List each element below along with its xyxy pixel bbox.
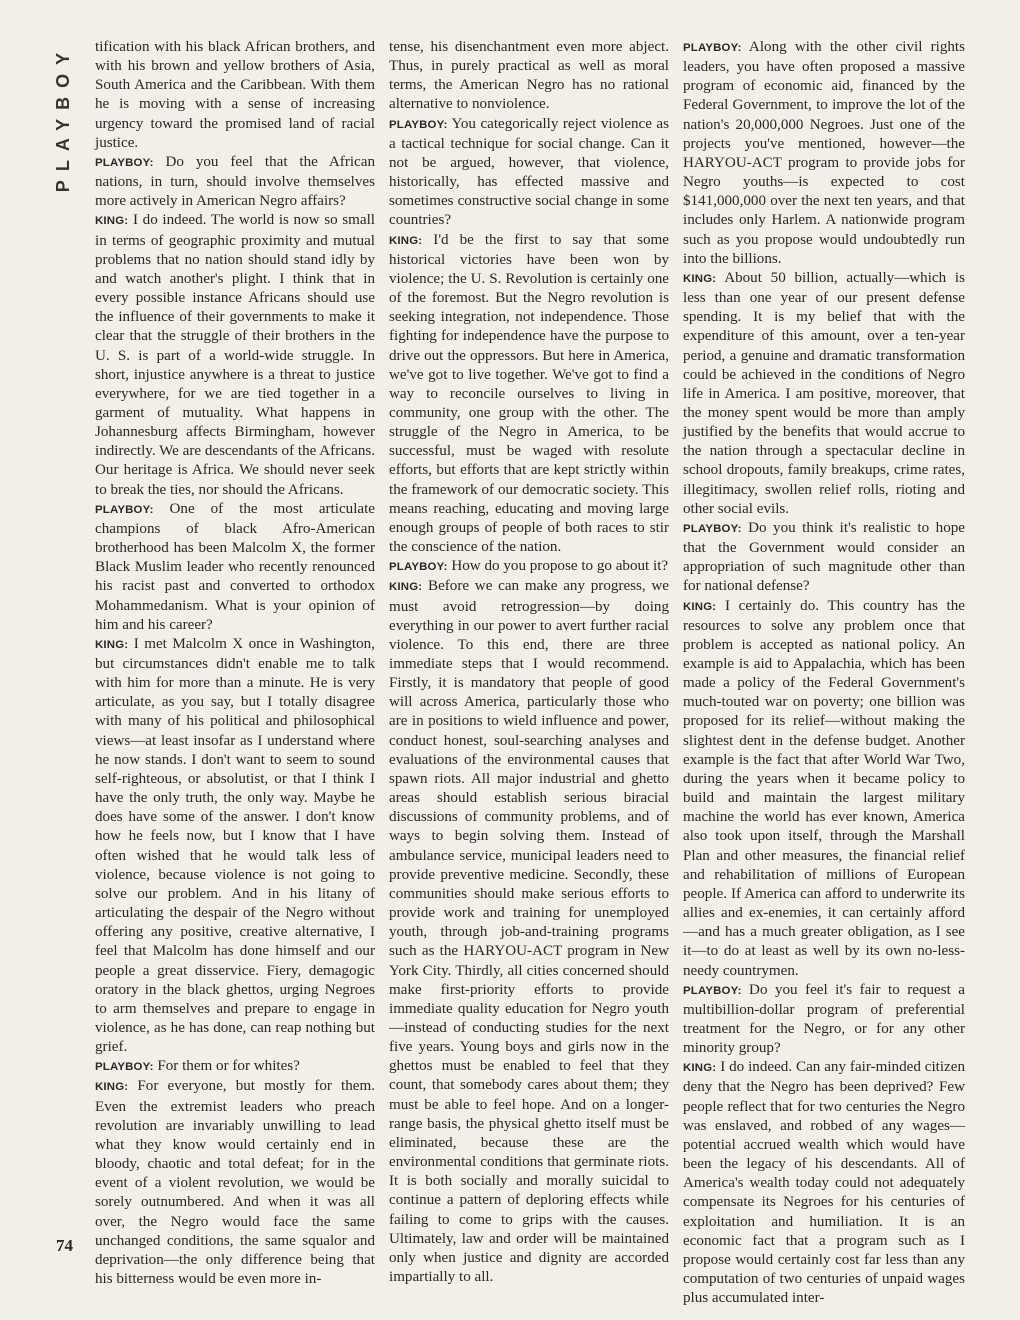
speaker-label: KING: <box>389 234 423 247</box>
speaker-label: PLAYBOY: <box>389 118 448 131</box>
paragraph <box>683 981 965 1059</box>
speaker-label: PLAYBOY: <box>683 984 742 997</box>
paragraph <box>95 38 375 153</box>
speaker-label: KING: <box>683 1062 717 1075</box>
paragraph-text: One of the most articulate champions of black Afro-American brotherhood has been Malcolm X, the former Black Muslim leader who recently renounced his racist past and converted to orthodox Mohammedanism. What is your opinion of him and his career? <box>95 500 375 633</box>
text-column-1 <box>95 38 375 1289</box>
paragraph <box>95 153 375 211</box>
paragraph <box>389 231 669 558</box>
paragraph-text: You categorically reject violence as a tactical technique for social change. Can it not be argued, however, that violence, historically, has effected massive and sometimes constructive social change in some countries? <box>389 115 669 229</box>
speaker-label: PLAYBOY: <box>389 561 448 574</box>
paragraph-text: tification with his black African brothers, and with his brown and yellow brothers of Asia, South America and the Caribbean. With them he is moving with a sense of increasing urgency toward the promised land of racial justice. <box>95 39 375 151</box>
speaker-label: PLAYBOY: <box>95 503 154 516</box>
paragraph-text: Do you feel that the African nations, in turn, should involve themselves more actively in American Negro affairs? <box>95 153 376 210</box>
paragraph-text: For everyone, but mostly for them. Even the extremist leaders who preach revolution are invariably unwilling to lead what they know would certainly end in bloody, chaotic and total defeat; for in the event of a violent revolution, we would be sorely outnumbered. And when it was all over, the Negro would face the same unchanged conditions, the same squalor and deprivation—the only difference being that his bitterness would be even more in- <box>95 1078 375 1287</box>
speaker-label: KING: <box>683 272 717 285</box>
paragraph-text: I do indeed. The world is now so small in terms of geographic proximity and mutual problems that no nation should stand idly by and watch another's plight. I think that in every possible instance Africans should use the influence of their governments to make it clear that the struggle of their brothers in the U. S. is part of a world-wide struggle. In short, injustice anywhere is a threat to justice everywhere, for we are tied together in a garment of mutuality. What happens in Johannesburg affects Birmingham, however indirectly. We are descendants of the Africans. Our heritage is Africa. We should never seek to break the ties, nor should the Africans. <box>95 212 376 498</box>
page-number: 74 <box>56 1236 73 1255</box>
speaker-label: KING: <box>683 600 717 613</box>
speaker-label: PLAYBOY: <box>95 156 154 169</box>
paragraph-text: Do you think it's realistic to hope that the Government would consider an appropriation of such magnitude other than for national defense? <box>683 519 965 595</box>
paragraph <box>389 557 669 577</box>
paragraph <box>389 38 669 115</box>
speaker-label: KING: <box>95 1081 129 1094</box>
paragraph <box>683 597 965 981</box>
paragraph <box>95 500 375 635</box>
speaker-label: PLAYBOY: <box>683 522 742 535</box>
paragraph <box>683 38 965 269</box>
paragraph-text: I certainly do. This country has the resources to solve any problem once that problem is accepted as national policy. An example is aid to Appalachia, which has been made a policy of the Federal Government's much-touted war on poverty; one billion was proposed for its relief—without making the slightest dent in the defense budget. Another example is the fact that after World War Two, during the years when it became policy to build and maintain the largest military machine the world has ever known, America also took upon itself, through the Marshall Plan and other measures, the financial relief and rehabilitation of millions of European people. If America can afford to underwrite its allies and ex-enemies, it can certainly afford—and has a much greater obligation, as I see it—to do at least as well by its own no-less-needy countrymen. <box>683 597 965 979</box>
speaker-label: KING: <box>389 581 423 594</box>
speaker-label: PLAYBOY: <box>683 42 742 54</box>
speaker-label: KING: <box>95 638 129 651</box>
paragraph <box>683 269 965 519</box>
paragraph-text: I met Malcolm X once in Washington, but circumstances didn't enable me to talk with him for more than a minute. He is very articulate, as you say, but I totally disagree with many of his political and philosophical views—at least insofar as I understand where he now stands. I don't want to seem to sound self-righteous, or absolutist, or that I think I have the only truth, the only way. Maybe he does have some of the answer. I don't know how he feels now, but I know that I have often wished that he would talk less of violence, because violence is not going to solve our problem. And in his litany of articulating the despair of the Negro without offering any positive, creative alternative, I feel that Malcolm has done himself and our people a great disservice. Fiery, demagogic oratory in the black ghettos, urging Negroes to arm themselves and prepare to engage in violence, as he has done, can reap nothing but grief. <box>95 635 375 1056</box>
paragraph-text: Before we can make any progress, we must avoid retrogression—by doing everything in our power to avert further racial violence. To this end, there are three immediate steps that I would recommend. Firstly, it is mandatory that people of good will across America, particularly those who are in positions to wield influence and power, conduct honest, soul-searching analyses and evaluations of the environmental causes that spawn riots. All major industrial and ghetto areas should establish serious biracial discussions of community problems, and of ways to begin solving them. Instead of ambulance service, municipal leaders need to provide preventive medicine. Secondly, these communities should make serious efforts to provide work and training for unemployed youth, through job-and-training programs such as the HARYOU-ACT program in New York City. Thirdly, all cities concerned should make first-priority efforts to provide immediate quality education for Negro youth—instead of conducting studies for the next five years. Young boys and girls now in the ghettos must be enabled to feel that they count, that somebody cares about them; they must be able to feel hope. And on a longer-range basis, the physical ghetto itself must be eliminated, because these are the environmental conditions that germinate riots. It is both socially and morally suicidal to continue a pattern of deploring effects while failing to come to grips with the causes. Ultimately, law and order will be maintained only when justice and dignity are accorded impartially to all. <box>389 578 669 1285</box>
paragraph-text: How do you propose to go about it? <box>451 558 669 575</box>
text-column-3 <box>683 38 965 1308</box>
paragraph <box>389 577 669 1287</box>
paragraph <box>683 519 965 597</box>
paragraph <box>95 1057 375 1077</box>
paragraph <box>95 1077 375 1289</box>
paragraph <box>95 635 375 1057</box>
paragraph-text: For them or for whites? <box>157 1058 300 1075</box>
paragraph <box>683 1058 965 1308</box>
paragraph-text: I do indeed. Can any fair-minded citizen deny that the Negro has been deprived? Few people reflect that for two centuries the Negro was enslaved, and robbed of any wages—potential accrued wealth which would have been the legacy of his descendants. All of America's wealth today could not adequately compensate its Negroes for his centuries of exploitation and humiliation. It is an economic fact that a program such as I propose would certainly cost far less than any computation of two centuries of unpaid wages plus accumulated inter- <box>683 1059 965 1307</box>
text-column-2 <box>389 38 669 1287</box>
paragraph-text: tense, his disenchantment even more abject. Thus, in purely practical as well as moral terms, the American Negro has no rational alternative to nonviolence. <box>389 39 669 113</box>
speaker-label: KING: <box>95 215 129 228</box>
paragraph <box>95 211 375 499</box>
paragraph-text: Along with the other civil rights leaders, you have often proposed a massive program of economic aid, financed by the Federal Government, to improve the lot of the nation's 20,000,000 Negroes. Just one of the projects you've mentioned, however—the HARYOU-ACT program to provide jobs for Negro youths—is expected to cost $141,000,000 over the next ten years, and that includes only Harlem. A nationwide program such as you propose would undoubtedly run into the billions. <box>683 39 965 267</box>
paragraph-text: Do you feel it's fair to request a multibillion-dollar program of preferential treatment for the Negro, or for any other minority group? <box>683 981 965 1057</box>
paragraph <box>389 115 669 231</box>
paragraph-text: About 50 billion, actually—which is less than one year of our present defense spending. It is my belief that with the expenditure of this amount, over a ten-year period, a genuine and dramatic transformation could be achieved in the conditions of Negro life in America. I am positive, moreover, that the money spent would be more than amply justified by the benefits that would accrue to the nation through a spectacular decline in school dropouts, family breakups, crime rates, illegitimacy, swollen relief rolls, rioting and other social evils. <box>683 269 965 517</box>
masthead-label: PLAYBOY <box>53 43 73 193</box>
masthead <box>50 40 80 200</box>
speaker-label: PLAYBOY: <box>95 1061 154 1074</box>
paragraph-text: I'd be the first to say that some historical victories have been won by violence; the U. S. Revolution is certainly one of the foremost. But the Negro revolution is seeking integration, not independence. Those fighting for independence have the purpose to drive out the oppressors. But here in America, we've got to live together. We've got to find a way to reconcile ourselves to living in community, one group with the other. The struggle of the Negro in America, to be successful, must be waged with resolute efforts, but efforts that are kept strictly within the framework of our democratic society. This means reaching, educating and moving large enough groups of people of both races to stir the conscience of the nation. <box>389 231 669 556</box>
